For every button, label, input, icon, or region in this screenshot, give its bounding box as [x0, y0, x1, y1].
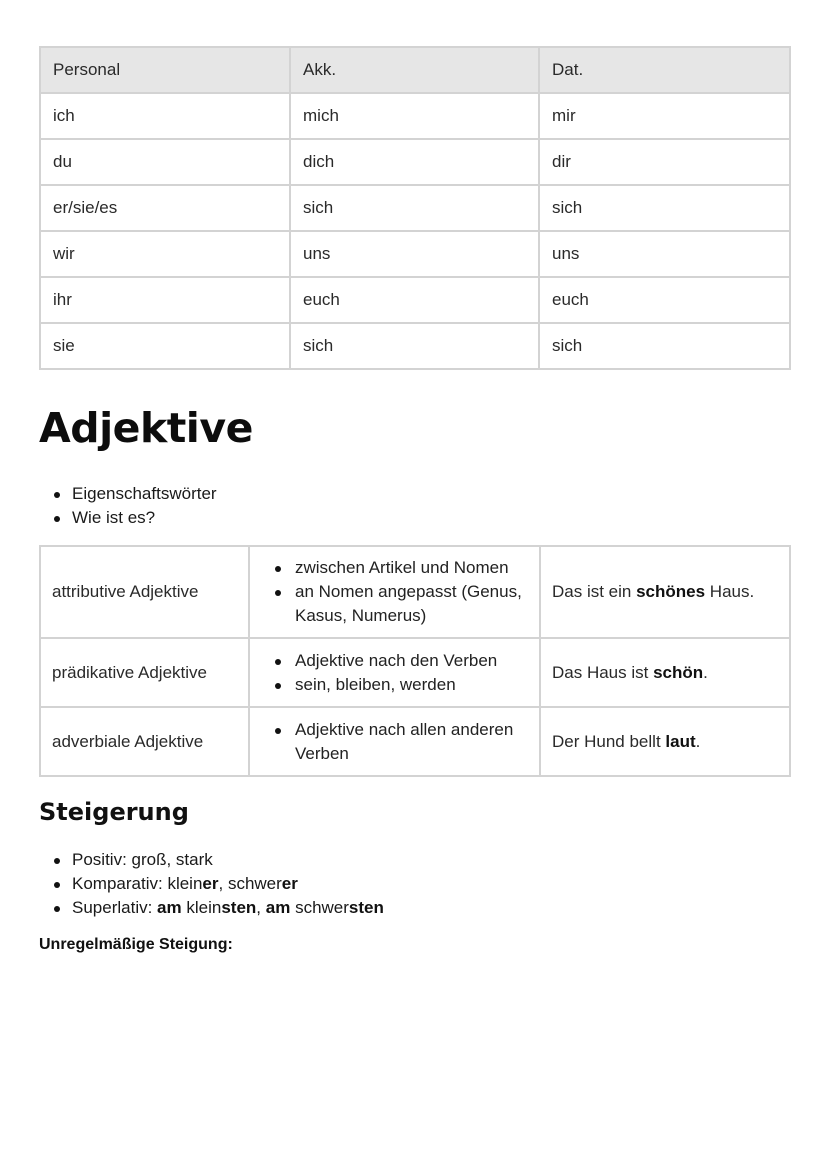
word-am: am — [157, 898, 182, 917]
adjective-description-cell — [249, 707, 540, 776]
header-personal: Personal — [40, 47, 290, 93]
separator: , — [256, 898, 266, 917]
example-text-end: Haus. — [705, 582, 755, 601]
cell-personal: ihr — [40, 277, 290, 323]
cell-akkusativ: sich — [290, 323, 539, 369]
example-text: Das Haus ist — [552, 662, 654, 682]
table-row — [40, 546, 790, 638]
word-ending: er — [281, 874, 298, 893]
cell-dativ: mir — [539, 93, 790, 139]
adjective-type-cell: attributive Adjektive — [40, 546, 249, 638]
word-am: am — [265, 898, 291, 917]
word-stem: klein — [167, 874, 203, 893]
word-stem: klein — [186, 898, 222, 917]
cell-dativ: uns — [539, 231, 790, 277]
adjective-description-cell — [249, 546, 540, 638]
list-item: an Nomen angepasst (Genus, Kasus, Numerus) — [261, 580, 531, 628]
table-row — [40, 185, 790, 231]
adjective-example-cell — [540, 638, 790, 707]
list-item: Eigenschaftswörter — [39, 482, 539, 506]
description-list — [261, 718, 531, 766]
section-title-steigerung: Steigerung — [39, 798, 189, 826]
table-row — [40, 139, 790, 185]
list-item: Adjektive nach den Verben — [261, 649, 531, 673]
steigerung-list — [39, 848, 639, 920]
irregular-heading: Unregelmäßige Steigung: — [39, 936, 233, 953]
list-item: Wie ist es? — [39, 506, 539, 530]
adjektive-intro-list — [39, 482, 539, 530]
header-akkusativ: Akk. — [290, 47, 539, 93]
positiv-label: Positiv: — [72, 850, 132, 869]
separator: , — [218, 874, 228, 893]
word-ending: sten — [348, 898, 384, 917]
cell-akkusativ: mich — [290, 93, 539, 139]
list-item: Adjektive nach allen anderen Verben — [261, 718, 531, 766]
example-bold-word: schön — [653, 662, 704, 682]
word-stem: schwer — [227, 874, 282, 893]
list-item-superlativ — [39, 896, 639, 920]
cell-personal: ich — [40, 93, 290, 139]
example-text-end: . — [695, 731, 701, 751]
table-row — [40, 638, 790, 707]
list-item: zwischen Artikel und Nomen — [261, 556, 531, 580]
list-item-komparativ — [39, 872, 639, 896]
cell-personal: sie — [40, 323, 290, 369]
adjective-type-cell: prädikative Adjektive — [40, 638, 249, 707]
table-row — [40, 231, 790, 277]
table-row — [40, 707, 790, 776]
table-row — [40, 277, 790, 323]
description-list — [261, 556, 531, 628]
cell-dativ: dir — [539, 139, 790, 185]
cell-akkusativ: euch — [290, 277, 539, 323]
header-dativ: Dat. — [539, 47, 790, 93]
cell-akkusativ: dich — [290, 139, 539, 185]
cell-personal: wir — [40, 231, 290, 277]
example-bold-word: laut — [665, 731, 696, 751]
table-row — [40, 323, 790, 369]
description-list — [261, 649, 531, 697]
cell-personal: er/sie/es — [40, 185, 290, 231]
example-text: Das ist ein — [552, 582, 637, 601]
cell-dativ: euch — [539, 277, 790, 323]
adjective-type-cell: adverbiale Adjektive — [40, 707, 249, 776]
cell-akkusativ: sich — [290, 185, 539, 231]
adjective-example-cell — [540, 546, 790, 638]
komparativ-label: Komparativ: — [72, 874, 168, 893]
cell-dativ: sich — [539, 323, 790, 369]
cell-personal: du — [40, 139, 290, 185]
word-stem: schwer — [295, 898, 349, 917]
section-title-adjektive: Adjektive — [39, 404, 253, 452]
list-item: sein, bleiben, werden — [261, 673, 531, 697]
word-ending: er — [202, 874, 219, 893]
list-item-positiv — [39, 848, 639, 872]
table-header-row — [40, 47, 790, 93]
positiv-text: groß, stark — [131, 850, 213, 869]
table-row — [40, 93, 790, 139]
pronoun-table — [39, 46, 791, 370]
example-text: Der Hund bellt — [552, 731, 666, 751]
adjective-types-table — [39, 545, 791, 777]
example-text-end: . — [703, 662, 708, 682]
adjective-example-cell — [540, 707, 790, 776]
superlativ-label: Superlativ: — [72, 898, 158, 917]
adjective-description-cell — [249, 638, 540, 707]
word-ending: sten — [221, 898, 257, 917]
cell-dativ: sich — [539, 185, 790, 231]
cell-akkusativ: uns — [290, 231, 539, 277]
example-bold-word: schönes — [636, 582, 706, 601]
